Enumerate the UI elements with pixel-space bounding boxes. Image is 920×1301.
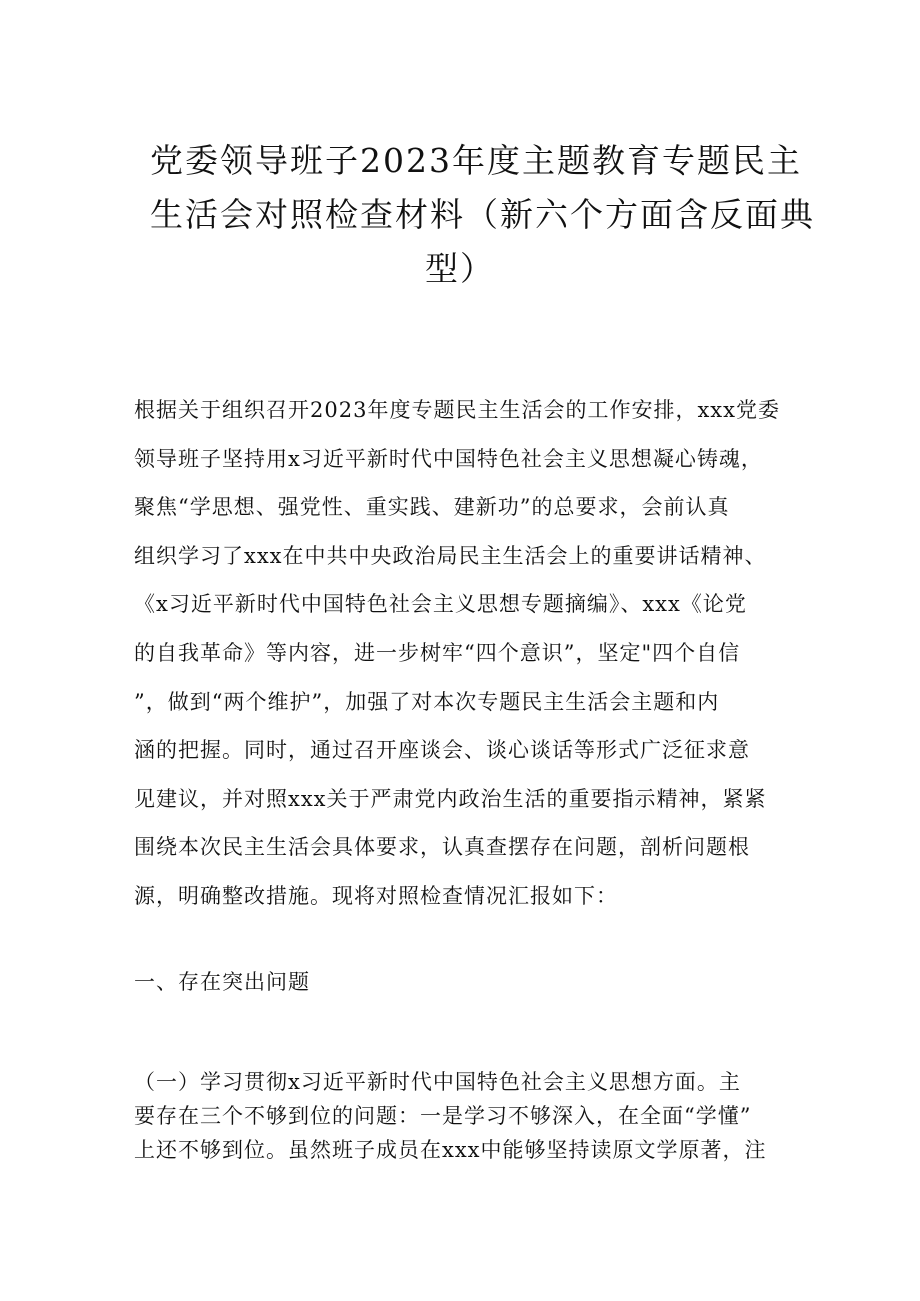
paragraph-line: 上还不够到位。虽然班子成员在xxx中能够坚持读原文学原著，注 xyxy=(134,1138,767,1162)
title-line: 型） xyxy=(425,249,495,288)
intro-line: ”，做到“两个维护”，加强了对本次专题民主生活会主题和内 xyxy=(134,689,720,714)
intro-line: 围绕本次民主生活会具体要求，认真查摆存在问题，剖析问题根 xyxy=(134,835,750,860)
intro-line: 的自我革命》等内容，进一步树牢“四个意识”，坚定"四个自信 xyxy=(134,640,741,665)
intro-line: 领导班子坚持用x习近平新时代中国特色社会主义思想凝心铸魂， xyxy=(134,446,763,471)
intro-line: 聚焦“学思想、强党性、重实践、建新功”的总要求，会前认真 xyxy=(134,495,730,520)
intro-line: 根据关于组织召开2023年度专题民主生活会的工作安排，xxx党委 xyxy=(134,398,780,422)
intro-line: 《x习近平新时代中国特色社会主义思想专题摘编》、xxx《论党 xyxy=(134,592,747,617)
section-paragraph xyxy=(134,1065,794,1167)
title-line: 生活会对照检查材料（新六个方面含反面典 xyxy=(150,195,815,234)
paragraph-line: 要存在三个不够到位的问题：一是学习不够深入，在全面“学懂” xyxy=(134,1104,752,1128)
section-heading: 一、存在突出问题 xyxy=(134,970,310,994)
intro-line: 组织学习了xxx在中共中央政治局民主生活会上的重要讲话精神、 xyxy=(134,543,767,568)
document-title xyxy=(150,134,815,296)
intro-paragraph xyxy=(134,386,794,921)
intro-line: 涵的把握。同时，通过召开座谈会、谈心谈话等形式广泛征求意 xyxy=(134,738,750,763)
paragraph-line: （一）学习贯彻x习近平新时代中国特色社会主义思想方面。主 xyxy=(134,1070,741,1094)
title-line: 党委领导班子2023年度主题教育专题民主 xyxy=(150,141,802,180)
intro-line: 源，明确整改措施。现将对照检查情况汇报如下： xyxy=(134,883,618,908)
intro-line: 见建议，并对照xxx关于严肃党内政治生活的重要指示精神，紧紧 xyxy=(134,786,767,811)
